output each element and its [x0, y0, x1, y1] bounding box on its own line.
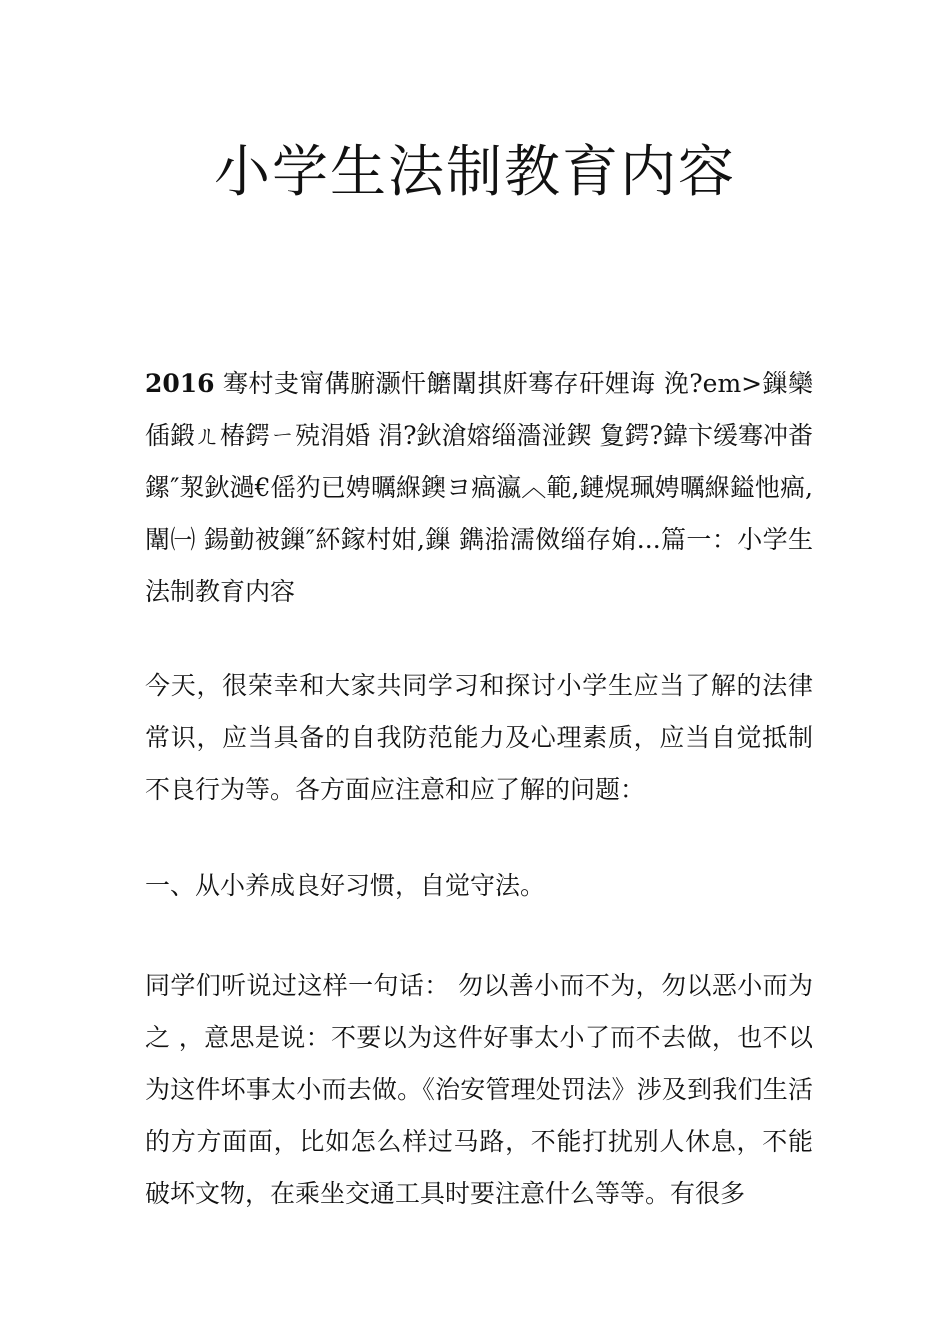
intro-text: 骞村叏甯傋腑灏忓饝闈掑皯骞存矸娌诲 浼?em>鏁欒偛鍛ㄦ椿鍔ㄧ殑涓婚 涓?鈥滄嫆缁濇湴鍥 夐鍔?鍏卞缓骞冲畨鏍″洯鈥濄€傜犳已娉曞緥鐭ヨ瘑瀛︿範,鏈熀珮娉曞緥鎰忚瘑,闈㈠ 鍚勭被鏁″紑鎵村姏,鏁 鐫湁濡傚缁存姢...篇一：小学生法制教育内容 [145, 369, 813, 606]
body-paragraph-2: 同学们听说过这样一句话： 勿以善小而不为，勿以恶小而为之 ，意思是说：不要以为这件好事太小了而不去做，也不以为这件坏事太小而去做。《治安管理处罚法》涉及到我们生活的方方面面，比如怎么样过马路，不能打扰别人休息，不能破坏文物，在乘坐交通工具时要注意什么等等。有很多 [145, 971, 813, 1208]
intro-paragraph [145, 358, 813, 618]
section-heading-1: 一、从小养成良好习惯，自觉守法。 [145, 871, 546, 900]
intro-year: 2016 [145, 369, 215, 398]
document-title: 小学生法制教育内容 [214, 140, 736, 205]
body-paragraph-1: 今天，很荣幸和大家共同学习和探讨小学生应当了解的法律常识，应当具备的自我防范能力及心理素质，应当自觉抵制不良行为等。各方面应注意和应了解的问题： [145, 671, 813, 804]
